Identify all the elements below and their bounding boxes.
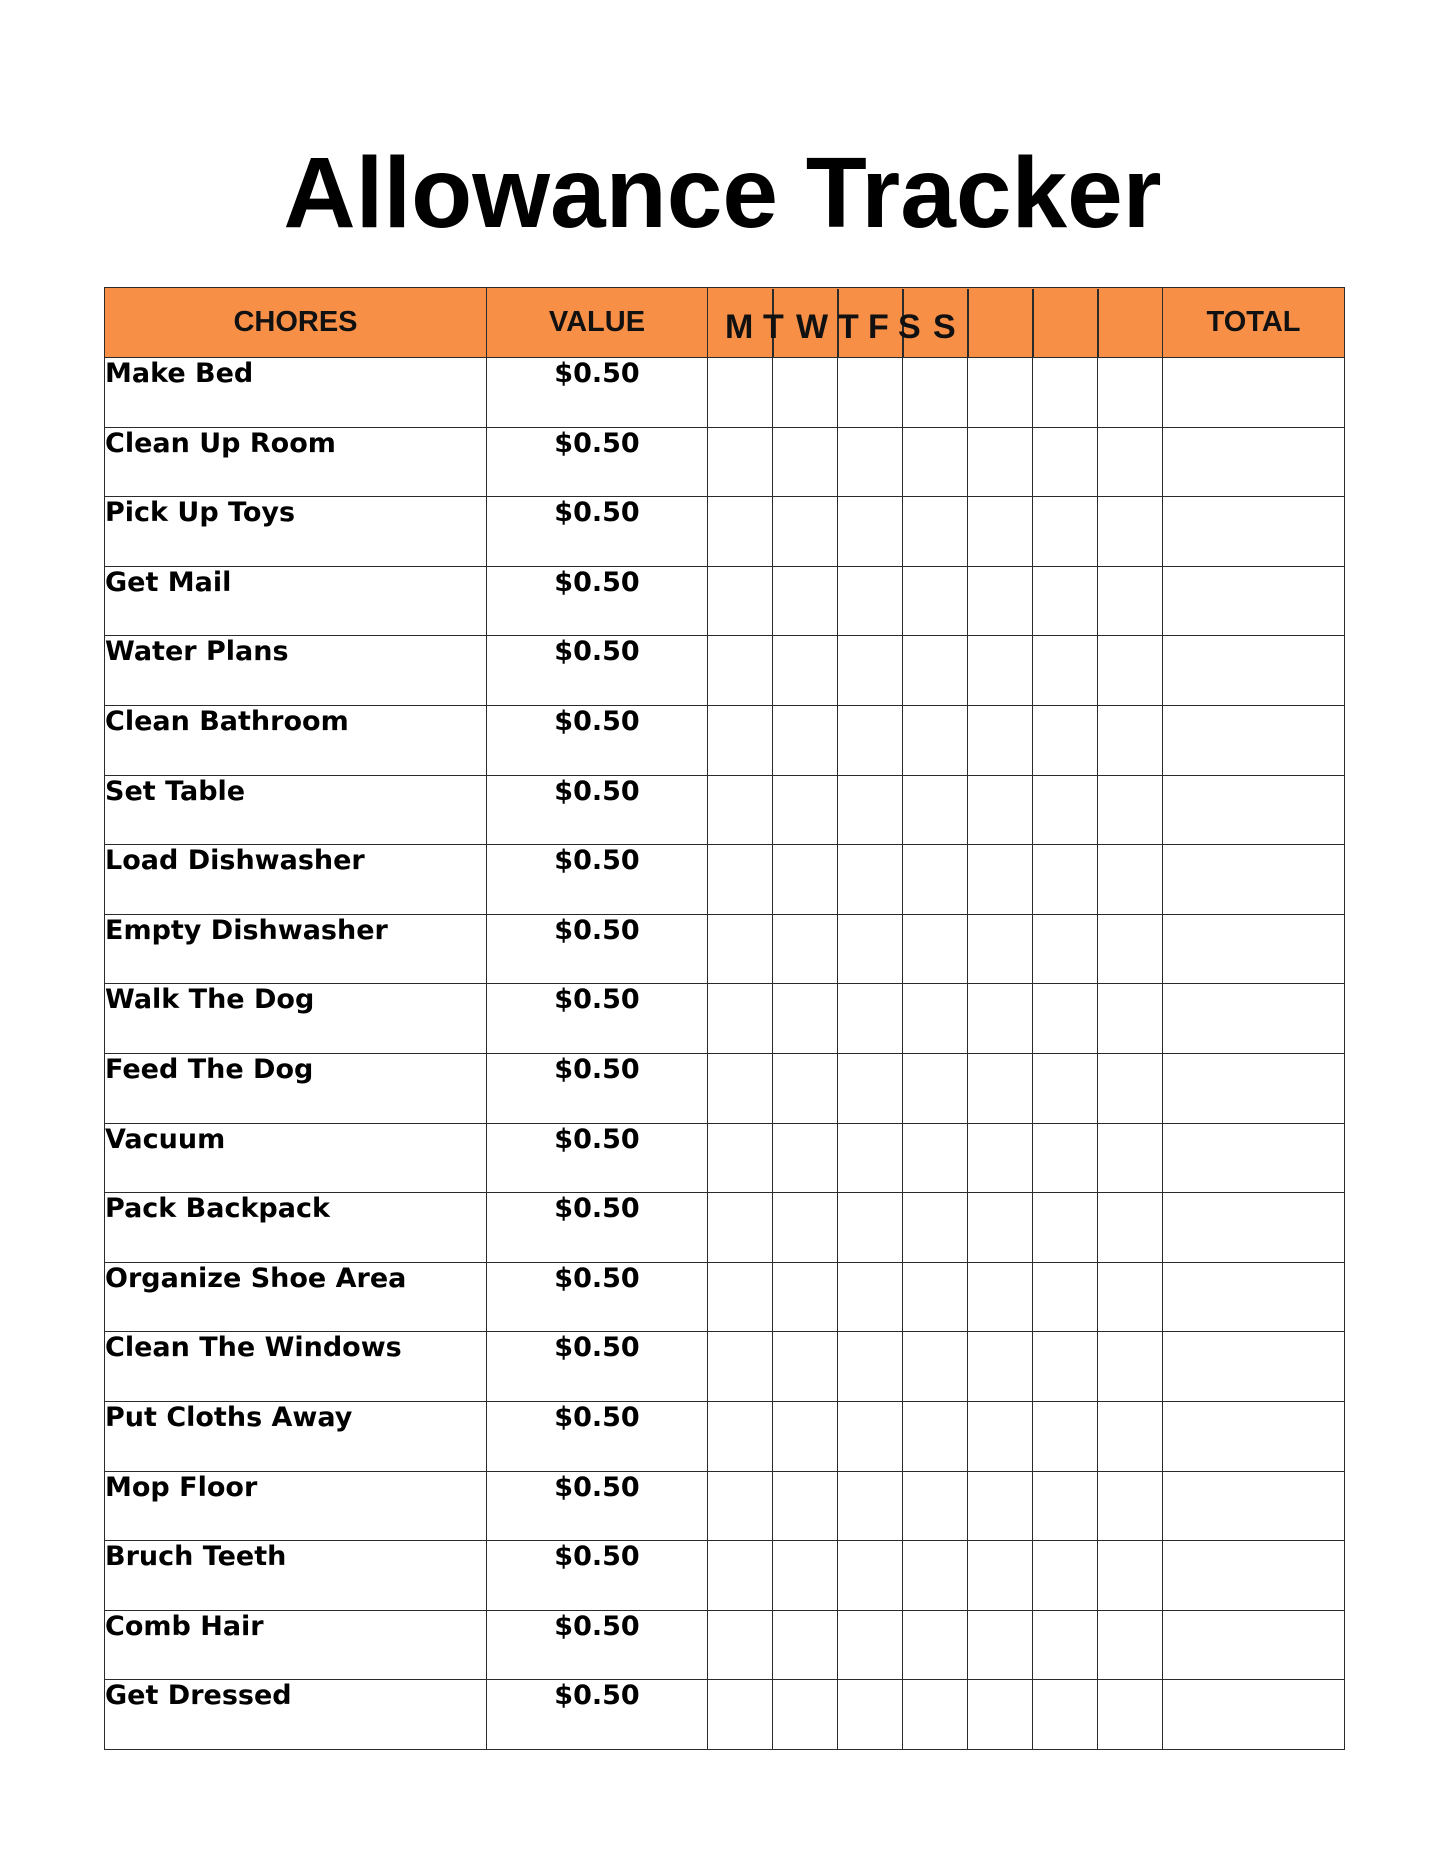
allowance-table [104,287,1345,1750]
day-check-cell[interactable] [903,1053,968,1123]
total-cell[interactable] [1163,1123,1345,1193]
chore-name-cell: Water Plans [105,636,487,706]
total-cell[interactable] [1163,914,1345,984]
day-check-cell[interactable] [1098,1053,1163,1123]
chore-value-cell: $0.50 [487,636,708,706]
day-check-cell[interactable] [1098,984,1163,1054]
day-check-cell[interactable] [708,358,773,428]
day-check-cell[interactable] [1033,497,1098,567]
day-check-cell[interactable] [773,1332,838,1402]
chore-name-cell: Get Dressed [105,1680,487,1750]
chore-value-cell: $0.50 [487,566,708,636]
total-cell[interactable] [1163,497,1345,567]
day-check-cell[interactable] [903,1262,968,1332]
table-row [105,358,1345,428]
day-check-cell[interactable] [1098,1193,1163,1263]
total-cell[interactable] [1163,1332,1345,1402]
day-check-cell[interactable] [1033,358,1098,428]
chore-name-cell: Comb Hair [105,1610,487,1680]
total-cell[interactable] [1163,705,1345,775]
day-check-cell[interactable] [708,775,773,845]
day-check-cell[interactable] [968,566,1033,636]
chore-value-cell: $0.50 [487,984,708,1054]
day-check-cell[interactable] [838,775,903,845]
day-check-cell[interactable] [838,358,903,428]
day-check-cell[interactable] [838,636,903,706]
chore-name-cell: Mop Floor [105,1471,487,1541]
total-cell[interactable] [1163,358,1345,428]
day-check-cell[interactable] [1098,1541,1163,1611]
chore-name-cell: Make Bed [105,358,487,428]
day-check-cell[interactable] [968,1262,1033,1332]
day-check-cell[interactable] [773,497,838,567]
day-check-cell[interactable] [1098,358,1163,428]
day-check-cell[interactable] [1033,1332,1098,1402]
table-row [105,1123,1345,1193]
day-check-cell[interactable] [1098,566,1163,636]
chore-value-cell: $0.50 [487,1193,708,1263]
day-check-cell[interactable] [773,1262,838,1332]
day-check-cell[interactable] [1098,1262,1163,1332]
header-days [708,288,1163,358]
chore-name-cell: Bruch Teeth [105,1541,487,1611]
day-check-cell[interactable] [708,984,773,1054]
day-check-cell[interactable] [1098,705,1163,775]
day-check-cell[interactable] [773,1541,838,1611]
day-check-cell[interactable] [968,775,1033,845]
day-check-cell[interactable] [1033,845,1098,915]
total-cell[interactable] [1163,1680,1345,1750]
day-check-cell[interactable] [708,1332,773,1402]
day-check-cell[interactable] [708,705,773,775]
total-cell[interactable] [1163,845,1345,915]
day-check-cell[interactable] [903,636,968,706]
day-check-cell[interactable] [903,1610,968,1680]
day-check-cell[interactable] [968,1123,1033,1193]
day-check-cell[interactable] [903,1193,968,1263]
chore-name-cell: Pick Up Toys [105,497,487,567]
day-check-cell[interactable] [1033,1401,1098,1471]
table-row [105,1471,1345,1541]
day-check-cell[interactable] [1033,1262,1098,1332]
day-header-label: W [796,307,829,346]
day-check-cell[interactable] [838,705,903,775]
total-cell[interactable] [1163,984,1345,1054]
day-check-cell[interactable] [1033,1123,1098,1193]
table-row [105,427,1345,497]
day-check-cell[interactable] [708,1401,773,1471]
day-check-cell[interactable] [968,1193,1033,1263]
total-cell[interactable] [1163,775,1345,845]
chore-value-cell: $0.50 [487,1471,708,1541]
day-check-cell[interactable] [773,1401,838,1471]
table-row [105,914,1345,984]
day-check-cell[interactable] [1033,1610,1098,1680]
day-check-cell[interactable] [708,1123,773,1193]
chore-value-cell: $0.50 [487,358,708,428]
day-check-cell[interactable] [838,1680,903,1750]
day-check-cell[interactable] [773,705,838,775]
table-row [105,984,1345,1054]
chore-value-cell: $0.50 [487,1262,708,1332]
day-header-label: S [898,307,921,346]
chore-value-cell: $0.50 [487,914,708,984]
total-cell[interactable] [1163,1541,1345,1611]
day-column-divider [1032,289,1034,357]
day-header-label: F [868,307,889,346]
table-row [105,566,1345,636]
day-check-cell[interactable] [1033,1193,1098,1263]
day-check-cell[interactable] [968,1541,1033,1611]
chore-name-cell: Clean Bathroom [105,705,487,775]
chore-name-cell: Set Table [105,775,487,845]
day-column-divider [1097,289,1099,357]
day-check-cell[interactable] [773,1193,838,1263]
day-check-cell[interactable] [968,845,1033,915]
chore-value-cell: $0.50 [487,1401,708,1471]
day-column-divider [967,289,969,357]
chore-name-cell: Get Mail [105,566,487,636]
chore-value-cell: $0.50 [487,705,708,775]
chore-value-cell: $0.50 [487,1123,708,1193]
table-row [105,1332,1345,1402]
day-check-cell[interactable] [903,1541,968,1611]
chore-name-cell: Feed The Dog [105,1053,487,1123]
total-cell[interactable] [1163,1193,1345,1263]
chore-name-cell: Walk The Dog [105,984,487,1054]
day-check-cell[interactable] [708,1680,773,1750]
day-check-cell[interactable] [903,427,968,497]
total-cell[interactable] [1163,1401,1345,1471]
day-check-cell[interactable] [838,1471,903,1541]
chore-rows [105,358,1345,1750]
day-check-cell[interactable] [903,775,968,845]
chore-value-cell: $0.50 [487,1680,708,1750]
day-check-cell[interactable] [903,1401,968,1471]
day-check-cell[interactable] [708,497,773,567]
chore-name-cell: Clean The Windows [105,1332,487,1402]
total-cell[interactable] [1163,1471,1345,1541]
day-check-cell[interactable] [708,636,773,706]
day-check-cell[interactable] [903,914,968,984]
day-check-cell[interactable] [1098,1471,1163,1541]
day-check-cell[interactable] [1098,636,1163,706]
table-row [105,636,1345,706]
total-cell[interactable] [1163,427,1345,497]
day-check-cell[interactable] [968,705,1033,775]
day-check-cell[interactable] [708,1541,773,1611]
day-check-cell[interactable] [1098,914,1163,984]
day-check-cell[interactable] [968,427,1033,497]
table-row [105,1680,1345,1750]
day-check-cell[interactable] [838,1541,903,1611]
day-check-cell[interactable] [773,775,838,845]
day-check-cell[interactable] [708,1193,773,1263]
day-check-cell[interactable] [838,1193,903,1263]
day-check-cell[interactable] [1098,1401,1163,1471]
day-check-cell[interactable] [708,914,773,984]
chore-value-cell: $0.50 [487,1541,708,1611]
total-cell[interactable] [1163,1053,1345,1123]
day-check-cell[interactable] [708,845,773,915]
day-check-cell[interactable] [968,497,1033,567]
day-check-cell[interactable] [1033,427,1098,497]
table-row [105,1193,1345,1263]
day-check-cell[interactable] [773,984,838,1054]
day-header-label: S [933,307,956,346]
table-row [105,1053,1345,1123]
day-check-cell[interactable] [708,1471,773,1541]
chore-value-cell: $0.50 [487,1610,708,1680]
day-check-cell[interactable] [1033,1053,1098,1123]
chore-value-cell: $0.50 [487,1332,708,1402]
day-check-cell[interactable] [773,1610,838,1680]
day-check-cell[interactable] [903,1680,968,1750]
day-check-cell[interactable] [903,566,968,636]
day-check-cell[interactable] [838,914,903,984]
day-check-cell[interactable] [968,1332,1033,1402]
day-check-cell[interactable] [968,358,1033,428]
chore-name-cell: Vacuum [105,1123,487,1193]
page-title: Allowance Tracker [283,137,1162,249]
table-row [105,845,1345,915]
table-row [105,1541,1345,1611]
day-check-cell[interactable] [1033,914,1098,984]
day-check-cell[interactable] [1033,1680,1098,1750]
day-check-cell[interactable] [1098,1123,1163,1193]
day-check-cell[interactable] [1033,775,1098,845]
day-check-cell[interactable] [773,427,838,497]
table-row [105,705,1345,775]
day-check-cell[interactable] [773,1471,838,1541]
day-check-cell[interactable] [903,705,968,775]
chore-name-cell: Pack Backpack [105,1193,487,1263]
header-chores: CHORES [105,288,487,358]
day-header-label: T [763,307,784,346]
day-check-cell[interactable] [968,1680,1033,1750]
day-check-cell[interactable] [968,984,1033,1054]
day-check-cell[interactable] [773,914,838,984]
day-check-cell[interactable] [1033,566,1098,636]
day-check-cell[interactable] [773,358,838,428]
day-check-cell[interactable] [903,497,968,567]
total-cell[interactable] [1163,636,1345,706]
day-check-cell[interactable] [1098,1680,1163,1750]
day-check-cell[interactable] [773,1123,838,1193]
day-check-cell[interactable] [903,1123,968,1193]
day-check-cell[interactable] [708,427,773,497]
day-check-cell[interactable] [838,1053,903,1123]
chore-name-cell: Put Cloths Away [105,1401,487,1471]
day-check-cell[interactable] [968,1610,1033,1680]
chore-value-cell: $0.50 [487,1053,708,1123]
chore-value-cell: $0.50 [487,845,708,915]
table-row [105,1401,1345,1471]
header-row [105,288,1345,358]
header-value: VALUE [487,288,708,358]
chore-name-cell: Organize Shoe Area [105,1262,487,1332]
day-check-cell[interactable] [1033,1471,1098,1541]
header-total: TOTAL [1163,288,1345,358]
day-header-label: M [725,307,754,346]
day-check-cell[interactable] [838,1610,903,1680]
day-header-label: T [838,307,859,346]
day-check-cell[interactable] [708,566,773,636]
day-check-cell[interactable] [1098,775,1163,845]
day-check-cell[interactable] [968,914,1033,984]
day-check-cell[interactable] [1033,1541,1098,1611]
day-check-cell[interactable] [838,1123,903,1193]
day-check-cell[interactable] [838,497,903,567]
day-check-cell[interactable] [1033,705,1098,775]
total-cell[interactable] [1163,1262,1345,1332]
day-check-cell[interactable] [773,845,838,915]
chore-name-cell: Load Dishwasher [105,845,487,915]
day-check-cell[interactable] [903,1471,968,1541]
day-check-cell[interactable] [1098,427,1163,497]
day-check-cell[interactable] [773,636,838,706]
chore-value-cell: $0.50 [487,497,708,567]
day-check-cell[interactable] [773,566,838,636]
day-check-cell[interactable] [838,1262,903,1332]
day-check-cell[interactable] [838,566,903,636]
day-check-cell[interactable] [1033,636,1098,706]
chore-name-cell: Empty Dishwasher [105,914,487,984]
day-check-cell[interactable] [838,984,903,1054]
day-check-cell[interactable] [708,1262,773,1332]
chore-name-cell: Clean Up Room [105,427,487,497]
table-row [105,1610,1345,1680]
day-check-cell[interactable] [903,984,968,1054]
day-check-cell[interactable] [838,1401,903,1471]
day-check-cell[interactable] [968,1471,1033,1541]
day-check-cell[interactable] [708,1053,773,1123]
day-check-cell[interactable] [1098,845,1163,915]
day-check-cell[interactable] [838,1332,903,1402]
day-check-cell[interactable] [838,845,903,915]
day-check-cell[interactable] [968,1053,1033,1123]
day-check-cell[interactable] [1033,984,1098,1054]
chore-value-cell: $0.50 [487,427,708,497]
day-check-cell[interactable] [968,636,1033,706]
day-check-cell[interactable] [773,1680,838,1750]
total-cell[interactable] [1163,1610,1345,1680]
day-check-cell[interactable] [773,1053,838,1123]
day-check-cell[interactable] [708,1610,773,1680]
chore-value-cell: $0.50 [487,775,708,845]
table-row [105,775,1345,845]
day-check-cell[interactable] [903,845,968,915]
table-row [105,1262,1345,1332]
day-check-cell[interactable] [1098,1610,1163,1680]
table-row [105,497,1345,567]
day-check-cell[interactable] [903,1332,968,1402]
day-check-cell[interactable] [838,427,903,497]
day-check-cell[interactable] [968,1401,1033,1471]
total-cell[interactable] [1163,566,1345,636]
day-check-cell[interactable] [1098,497,1163,567]
day-check-cell[interactable] [1098,1332,1163,1402]
day-check-cell[interactable] [903,358,968,428]
